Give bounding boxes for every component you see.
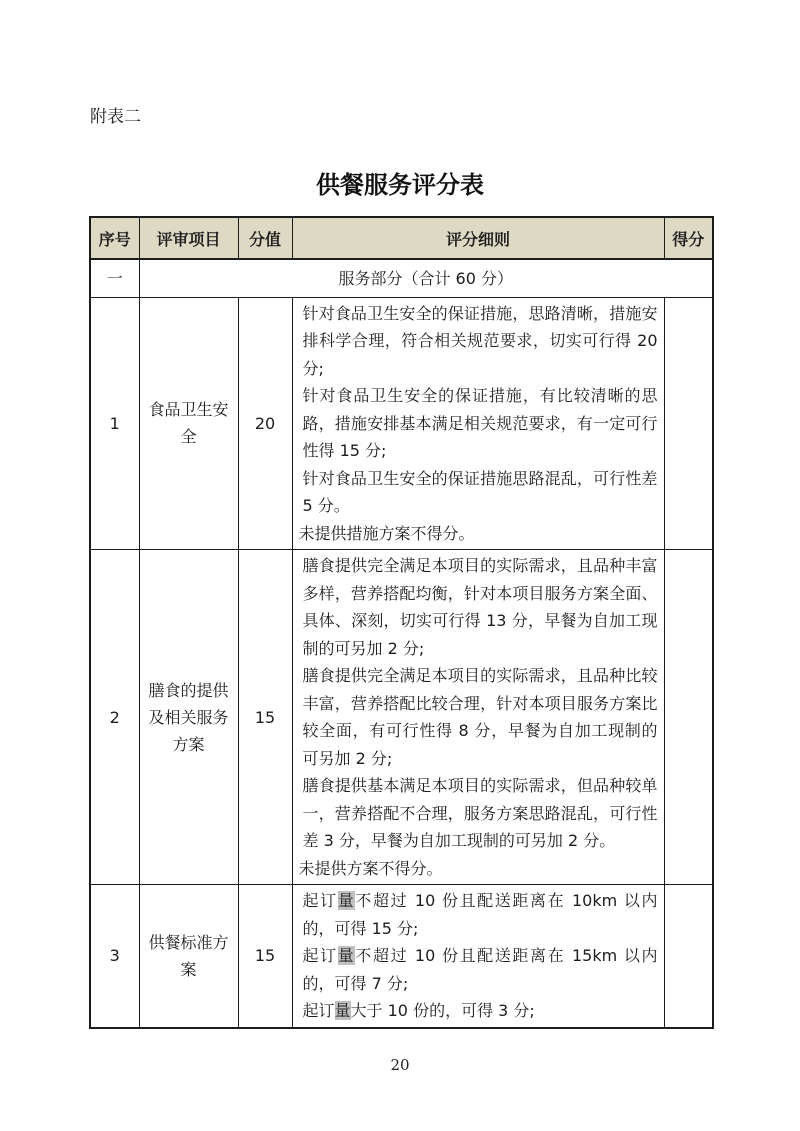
annex-label: 附表二 <box>90 107 141 127</box>
criteria-text: 起订 <box>302 1001 335 1020</box>
criteria-paragraph: 针对食品卫生安全的保证措施，思路清晰，措施安排科学合理，符合相关规范要求，切实可行得 20 分; <box>302 303 658 378</box>
item-cell: 食品卫生安全 <box>139 297 238 550</box>
criteria-paragraph <box>299 942 658 997</box>
header-cell-criteria: 评分细则 <box>292 217 664 259</box>
page-number: 20 <box>390 1056 410 1074</box>
header-cell-score: 分值 <box>238 217 292 259</box>
seq-cell: 1 <box>90 297 139 550</box>
header-cell-obtained: 得分 <box>664 217 713 259</box>
criteria-paragraph: 膳食提供完全满足本项目的实际需求，且品种丰富多样，营养搭配均衡，针对本项目服务方案全面、具体、深刻，切实可行得 13 分，早餐为自加工现制的可另加 2 分; <box>302 556 658 658</box>
highlighted-char: 量 <box>337 891 356 910</box>
criteria-paragraph: 膳食提供基本满足本项目的实际需求，但品种较单一，营养搭配不合理，服务方案思路混乱，可行性差 3 分，早餐为自加工现制的可另加 2 分。 <box>302 776 658 850</box>
table-row-2 <box>90 550 713 885</box>
section-label-cell: 服务部分（合计 60 分） <box>139 259 713 297</box>
highlighted-char: 量 <box>334 1001 351 1020</box>
header-cell-seq: 序号 <box>90 217 139 259</box>
score-obtained-cell <box>664 885 713 1028</box>
criteria-paragraph <box>299 997 658 1025</box>
criteria-text: 起订 <box>302 946 338 965</box>
criteria-text: 起订 <box>302 891 338 910</box>
criteria-text: 不超过 10 份且配送距离在 10km 以内的，可得 15 分; <box>302 891 658 938</box>
criteria-paragraph <box>299 887 658 942</box>
criteria-paragraph: 未提供措施方案不得分。 <box>298 523 475 543</box>
criteria-text: 大于 10 份的，可得 3 分; <box>350 1001 535 1020</box>
criteria-cell <box>292 550 664 885</box>
header-cell-item: 评审项目 <box>139 217 238 259</box>
seq-cell: 3 <box>90 885 139 1028</box>
criteria-cell <box>292 297 664 550</box>
criteria-paragraph: 针对食品卫生安全的保证措施，有比较清晰的思路，措施安排基本满足相关规范要求，有一定可行性得 15 分; <box>302 386 658 460</box>
score-obtained-cell <box>664 550 713 885</box>
score-obtained-cell <box>664 297 713 550</box>
criteria-paragraph: 未提供方案不得分。 <box>298 858 443 878</box>
section-row <box>90 259 713 297</box>
score-value-cell: 15 <box>238 885 292 1028</box>
criteria-cell <box>292 885 664 1028</box>
seq-cell: 2 <box>90 550 139 885</box>
item-cell: 供餐标准方案 <box>139 885 238 1028</box>
criteria-paragraph: 针对食品卫生安全的保证措施思路混乱，可行性差 5 分。 <box>302 468 658 515</box>
page-title: 供餐服务评分表 <box>316 171 484 199</box>
table-row-3 <box>90 885 713 1028</box>
scoring-table <box>89 216 714 1029</box>
criteria-paragraph: 膳食提供完全满足本项目的实际需求，且品种比较丰富，营养搭配比较合理，针对本项目服务方案比较全面，有可行性得 8 分，早餐为自加工现制的可另加 2 分; <box>302 666 658 768</box>
score-value-cell: 20 <box>238 297 292 550</box>
item-cell: 膳食的提供及相关服务方案 <box>139 550 238 885</box>
section-index-cell: 一 <box>90 259 139 297</box>
table-row-1 <box>90 297 713 550</box>
highlighted-char: 量 <box>337 946 356 965</box>
criteria-text: 不超过 10 份且配送距离在 15km 以内的，可得 7 分; <box>302 946 658 993</box>
table-header-row <box>90 217 713 259</box>
score-value-cell: 15 <box>238 550 292 885</box>
